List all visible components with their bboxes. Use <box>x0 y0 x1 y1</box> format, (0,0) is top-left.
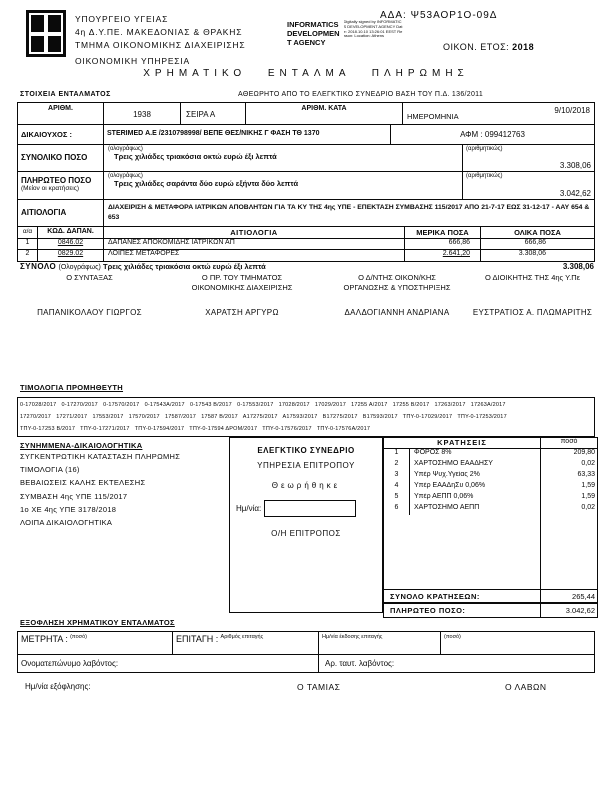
signer-title: Ο ΔΙΟΙΚΗΤΗΣ ΤΗΣ 4ης Υ.Πε <box>484 273 581 282</box>
stamp-signature-details: Digitally signed by INFORMATICS DEVELOPMENT AGENCY Date: 2018.10.10 13:26:01 EEST Reason: Location: Athens <box>343 20 403 39</box>
settlement-title: ΕΞΟΦΛΗΣΗ ΧΡΗΜΑΤΙΚΟΥ ΕΝΤΑΛΜΑΤΟΣ <box>20 618 175 627</box>
attachments-title: ΣΥΝΗΜΜΕΝΑ-ΔΙΚΑΙΟΛΟΓΗΤΙΚΑ <box>20 441 143 450</box>
signer-name: ΕΥΣΤΡΑΤΙΟΣ Α. ΠΛΩΜΑΡΙΤΗΣ <box>472 308 593 317</box>
fiscal-year-value: 2018 <box>512 42 535 52</box>
fiscal-year-label: ΟΙΚΟΝ. ΕΤΟΣ: <box>443 42 510 52</box>
in-words-label: (ολογράφως) <box>108 146 143 152</box>
expense-header-code: ΚΩΔ. ΔΑΠΑΝ. <box>38 227 104 238</box>
voucher-row-payable <box>18 172 594 200</box>
deduction-num: 1 <box>384 449 410 460</box>
approvals-block <box>17 273 595 317</box>
deduction-label: ΦΟΡΟΣ 8% <box>410 449 541 460</box>
expense-aa: 2 <box>18 250 38 261</box>
cash-amount-sub: (ποσό) <box>70 634 87 640</box>
net-payable-amount: 3.042,62 <box>565 606 595 615</box>
deduction-label: Υπέρ Ψυχ.Υγείας 2% <box>410 471 541 482</box>
voucher-kata-label: ΑΡΙΘΜ. ΚΑΤΑ <box>246 103 403 124</box>
voucher-number-label: ΑΡΙΘΜ. <box>18 103 104 124</box>
receiver-label: Ο ΛΑΒΩΝ <box>505 682 547 692</box>
deduction-amount: 1,59 <box>581 482 595 489</box>
grand-total-label: ΣΥΝΟΛΟ <box>20 262 57 271</box>
settlement-recipient-row <box>18 655 594 672</box>
attachment-item: ΛΟΙΠΑ ΔΙΚΑΙΟΛΟΓΗΤΙΚΑ <box>20 518 113 528</box>
recipient-id-label: Αρ. ταυτ. λαβόντος: <box>325 659 395 668</box>
net-payable-label: ΠΛΗΡΩΤΕΟ ΠΟΣΟ: <box>384 604 541 617</box>
agency-block <box>75 13 245 52</box>
voucher-series: ΣΕΙΡΑ Α <box>181 103 246 124</box>
deduction-amount: 0,02 <box>581 504 595 511</box>
deductions-body <box>384 449 597 515</box>
audit-court-title: ΕΛΕΓΚΤΙΚΟ ΣΥΝΕΔΡΙΟ <box>257 446 355 455</box>
audit-approved-label: Θεωρήθηκε <box>271 481 341 490</box>
deductions-amount-header: ποσό <box>560 438 578 445</box>
payable-words-cell <box>104 172 463 199</box>
court-of-audit-box <box>229 437 383 613</box>
stamp-agency-name <box>287 20 340 54</box>
audit-date-input[interactable] <box>264 500 356 517</box>
unaudited-note: ΑΘΕΩΡΗΤΟ ΑΠΟ ΤΟ ΕΛΕΓΚΤΙΚΟ ΣΥΝΕΔΡΙΟ ΒΑΣΗ ΤΟΥ Π.Δ. 136/2011 <box>238 91 484 98</box>
stamp-agency-line: DEVELOPMEN <box>287 29 340 38</box>
attachments-block <box>20 441 225 529</box>
attachment-item: ΣΥΓΚΕΝΤΡΩΤΙΚΗ ΚΑΤΑΣΤΑΣΗ ΠΛΗΡΩΜΗΣ <box>20 452 181 461</box>
total-amount-value: 3.308,06 <box>559 161 591 170</box>
signer-title: ΟΡΓΑΝΩΣΗΣ & ΥΠΟΣΤΗΡΙΞΗΣ <box>343 282 451 292</box>
deduction-label: ΧΑΡΤΟΣΗΜΟ ΑΕΠΠ <box>410 504 541 515</box>
signer-author <box>17 273 162 317</box>
deduction-amount: 0,02 <box>581 460 595 467</box>
numeric-label: (αριθμητικώς) <box>466 146 503 152</box>
ada-line <box>380 10 497 21</box>
signer-title: Ο ΠΡ. ΤΟΥ ΤΜΗΜΑΤΟΣ <box>201 273 283 282</box>
attachment-item: ΒΕΒΑΙΩΣΕΙΣ ΚΑΛΗΣ ΕΚΤΕΛΕΣΗΣ <box>20 478 146 488</box>
cash-cell <box>18 632 173 654</box>
voucher-table <box>17 102 595 262</box>
in-words-label-2: (ολογράφως) <box>108 173 143 179</box>
beneficiary-value: STERIMED Α.Ε /2310798998/ ΒΕΠΕ ΘΕΣ/ΝΙΚΗΣ Γ ΦΑΣΗ ΤΘ 1370 <box>104 125 391 144</box>
expense-code: 0846.02 <box>38 239 104 249</box>
expense-header-aa: α/α <box>18 227 38 238</box>
voucher-number-value: 1938 <box>104 103 181 124</box>
ada-value: Ψ53ΑΟΡ1Ο-09Δ <box>410 10 498 21</box>
stamp-agency-line: T AGENCY <box>287 38 326 47</box>
grand-total-olographos: (Ολογράφως) <box>58 264 101 271</box>
payable-amount-cell <box>463 172 594 199</box>
deductions-payable-row <box>384 603 597 617</box>
invoice-numbers-line: 0-17028/2017 0-17270/2017 0-17570/2017 0-17543Α/2017 0-17543 Β/2017 0-17553/2017 17028/2017 17029/2017 17255 Α/2017 17255 Β/2017 17263/2017 17263Α/2017 <box>20 402 506 408</box>
deductions-total-amount: 265,44 <box>572 592 595 601</box>
signer-title: Ο Δ/ΝΤΗΣ ΟΙΚΟΝ/ΚΗΣ <box>358 273 436 282</box>
reason-text: ΔΙΑΧΕΙΡΙΣΗ & ΜΕΤΑΦΟΡΑ ΙΑΤΡΙΚΩΝ ΑΠΟΒΛΗΤΩΝ ΓΙΑ ΤΑ ΚΥ ΤΗΣ 4ης ΥΠΕ - ΕΠΕΚΤΑΣΗ ΣΥΜΒΑΣΗΣ 115/2017 ΑΠΟ 21-7-17 ΕΩΣ 31-12-17 - ΑΑΥ 654 & 653 <box>108 204 590 221</box>
deductions-spacer <box>384 515 597 589</box>
audit-service-title: ΥΠΗΡΕΣΙΑ ΕΠΙΤΡΟΠΟΥ <box>257 461 355 470</box>
reason-label: ΑΙΤΙΟΛΟΓΙΑ <box>18 200 104 226</box>
voucher-row-number <box>18 103 594 125</box>
deduction-label: Υπέρ ΕΑΑΔηΣυ 0,06% <box>410 482 541 493</box>
voucher-row-reason <box>18 200 594 227</box>
signer-name: ΔΑΛΔΟΓΙΑΝΝΗ ΑΝΔΡΙΑΝΑ <box>344 308 450 317</box>
stamp-agency-line: INFORMATICS <box>287 20 339 29</box>
deduction-amount: 209,80 <box>573 449 595 456</box>
expense-total-amount: 666,86 <box>524 239 546 246</box>
cheque-number-sub: Αριθμός επιταγής <box>220 634 264 640</box>
deduction-row <box>384 482 597 493</box>
invoice-numbers-line: 17270/2017 17271/2017 17553/2017 17570/2017 17587/2017 17587 Β/2017 Α17275/2017 Α17593/2017 Β17275/2017 Β17593/2017 ΤΠΥ-0-17029/2017 ΤΠΥ-0-17253/2017 <box>20 414 507 420</box>
expense-row <box>18 239 594 250</box>
voucher-row-total <box>18 145 594 172</box>
grand-total-words: Τρεις χιλιάδες τριακόσια οκτώ ευρώ έξι λεπτά <box>103 262 266 271</box>
supplier-invoices-title: ΤΙΜΟΛΟΓΙΑ ΠΡΟΜΗΘΕΥΤΗ <box>20 383 124 392</box>
settlement-method-row <box>18 632 594 655</box>
voucher-row-beneficiary <box>18 125 594 145</box>
cashier-label: Ο ΤΑΜΙΑΣ <box>297 682 341 692</box>
grand-total-line <box>17 262 595 271</box>
signer-director <box>322 273 472 317</box>
deductions-total-row <box>384 589 597 603</box>
cheque-cell <box>173 632 319 654</box>
beneficiary-afm: ΑΦΜ : 099412763 <box>460 130 525 139</box>
cheque-amount-cell: (ποσό) <box>444 634 461 640</box>
deduction-num: 4 <box>384 482 410 493</box>
audit-date-row <box>230 500 382 517</box>
voucher-date-label: ΗΜΕΡΟΜΗΝΙΑ <box>407 112 459 121</box>
total-amount-label: ΣΥΝΟΛΙΚΟ ΠΟΣΟ <box>18 145 104 171</box>
expense-header-reason: ΑΙΤΙΟΛΟΓΙΑ <box>104 227 405 238</box>
ada-label: ΑΔΑ: <box>380 10 407 21</box>
signer-title: ΟΙΚΟΝΟΜΙΚΗΣ ΔΙΑΧΕΙΡΙΣΗΣ <box>191 282 293 292</box>
deduction-num: 5 <box>384 493 410 504</box>
payable-in-words: Τρεις χιλιάδες σαράντα δύο ευρώ εξήντα δύο λεπτά <box>114 179 299 188</box>
department-name: ΤΜΗΜΑ ΟΙΚΟΝΟΜΙΚΗΣ ΔΙΑΧΕΙΡΙΣΗΣ <box>75 40 246 50</box>
voucher-details-caption: ΣΤΟΙΧΕΙΑ ΕΝΤΑΛΜΑΤΟΣ <box>20 91 111 98</box>
deduction-num: 3 <box>384 471 410 482</box>
deductions-header-row <box>384 438 597 449</box>
expense-reason: ΔΑΠΑΝΕΣ ΑΠΟΚΟΜΙΔΗΣ ΙΑΤΡΙΚΩΝ ΑΠ <box>104 239 405 249</box>
deduction-row <box>384 493 597 504</box>
signer-name: ΧΑΡΑΤΣΗ ΑΡΓΥΡΩ <box>205 308 279 317</box>
signer-governor <box>472 273 593 317</box>
grand-total-amount: 3.308,06 <box>562 262 594 271</box>
expense-header-partial: ΜΕΡΙΚΑ ΠΟΣΑ <box>405 227 481 238</box>
expense-partial-amount: 666,86 <box>405 239 481 249</box>
invoice-numbers-line: ΤΠΥ-0-17253 Β/2017 ΤΠΥ-0-17271/2017 ΤΠΥ-0-17594/2017 ΤΠΥ-0-17594 ΔΡΟΜ/2017 ΤΠΥ-0-17576/2017 ΤΠΥ-0-17576Α/2017 <box>20 426 371 432</box>
deduction-amount: 63,33 <box>577 471 595 478</box>
total-words-cell <box>104 145 463 171</box>
expense-code: 0829.02 <box>38 250 104 261</box>
deduction-num: 6 <box>384 504 410 515</box>
deduction-label: ΧΑΡΤΟΣΗΜΟ ΕΑΑΔΗΣΥ <box>410 460 541 471</box>
deduction-num: 2 <box>384 460 410 471</box>
payable-amount-value: 3.042,62 <box>559 189 591 198</box>
settlement-table <box>17 631 595 673</box>
expense-row <box>18 250 594 261</box>
health-cross-logo <box>26 10 66 57</box>
deduction-row <box>384 460 597 471</box>
attachment-item: ΤΙΜΟΛΟΓΙΑ (16) <box>20 465 80 475</box>
signer-dept-head <box>162 273 322 317</box>
expense-header-total: ΟΛΙΚΑ ΠΟΣΑ <box>514 228 561 237</box>
voucher-date-value: 9/10/2018 <box>554 106 590 115</box>
logo-quadrant <box>48 36 61 53</box>
voucher-date-cell <box>403 103 594 124</box>
expense-aa: 1 <box>18 239 38 249</box>
attachment-item: ΣΥΜΒΑΣΗ 4ης ΥΠΕ 115/2017 <box>20 491 128 501</box>
beneficiary-label: ΔΙΚΑΙΟΥΧΟΣ : <box>18 125 104 144</box>
expense-total-amount: 3.308,06 <box>518 250 546 257</box>
logo-quadrant <box>31 36 44 53</box>
expense-header-row <box>18 227 594 239</box>
deductions-table <box>383 437 598 618</box>
recipient-name-label: Ονοματεπώνυμο λαβόντος: <box>18 655 319 672</box>
supplier-invoices-box <box>17 397 595 437</box>
settle-date-label: Ημ/νία εξόφλησης: <box>25 682 91 691</box>
cheque-date-cell: Ημ/νία έκδοσης επιταγής <box>319 632 441 654</box>
payable-amount-label <box>18 172 104 199</box>
service-name: ΟΙΚΟΝΟΜΙΚΗ ΥΠΗΡΕΣΙΑ <box>75 56 190 66</box>
signer-title: Ο ΣΥΝΤΑΞΑΣ <box>66 273 113 282</box>
digital-signature-stamp <box>287 20 404 54</box>
fiscal-year-line <box>443 42 534 52</box>
deduction-row <box>384 449 597 460</box>
expense-partial-amount: 2.641,20 <box>405 250 481 261</box>
total-amount-cell <box>463 145 594 171</box>
deductions-total-label: ΣΥΝΟΛΟ ΚΡΑΤΗΣΕΩΝ: <box>384 590 541 602</box>
ype-name: 4η Δ.Υ.ΠΕ. ΜΑΚΕΔΟΝΙΑΣ & ΘΡΑΚΗΣ <box>75 27 243 37</box>
deduction-amount: 1,59 <box>581 493 595 500</box>
numeric-label-2: (αριθμητικώς) <box>466 173 503 179</box>
deduction-row <box>384 504 597 515</box>
signer-name: ΠΑΠΑΝΙΚΟΛΑΟΥ ΓΙΩΡΓΟΣ <box>37 308 142 317</box>
attachment-item: 1ο ΧΕ 4ης ΥΠΕ 3178/2018 <box>20 504 117 514</box>
cash-label: ΜΕΤΡΗΤΑ : <box>21 634 68 644</box>
ministry-name: ΥΠΟΥΡΓΕΙΟ ΥΓΕΙΑΣ <box>75 14 169 24</box>
deduction-label: Υπέρ ΑΕΠΠ 0,06% <box>410 493 541 504</box>
deductions-header: ΚΡΑΤΗΣΕΙΣ <box>384 438 541 448</box>
payable-label-sub: (Μείον οι κρατήσεις) <box>21 185 79 192</box>
cheque-label: ΕΠΙΤΑΓΗ : <box>176 634 219 644</box>
document-title: ΧΡΗΜΑΤΙΚΟ ΕΝΤΑΛΜΑ ΠΛΗΡΩΜΗΣ <box>143 68 469 79</box>
expense-reason: ΛΟΙΠΕΣ ΜΕΤΑΦΟΡΕΣ <box>104 250 405 261</box>
payable-label-main: ΠΛΗΡΩΤΕΟ ΠΟΣΟ <box>21 176 92 185</box>
logo-quadrant <box>48 15 61 32</box>
audit-commissioner-label: Ο/Η ΕΠΙΤΡΟΠΟΣ <box>271 529 341 538</box>
logo-quadrant <box>31 15 44 32</box>
audit-date-label: Ημ/νία: <box>236 504 262 513</box>
total-in-words: Τρεις χιλιάδες τριακόσια οκτώ ευρώ έξι λεπτά <box>114 152 277 161</box>
deduction-row <box>384 471 597 482</box>
